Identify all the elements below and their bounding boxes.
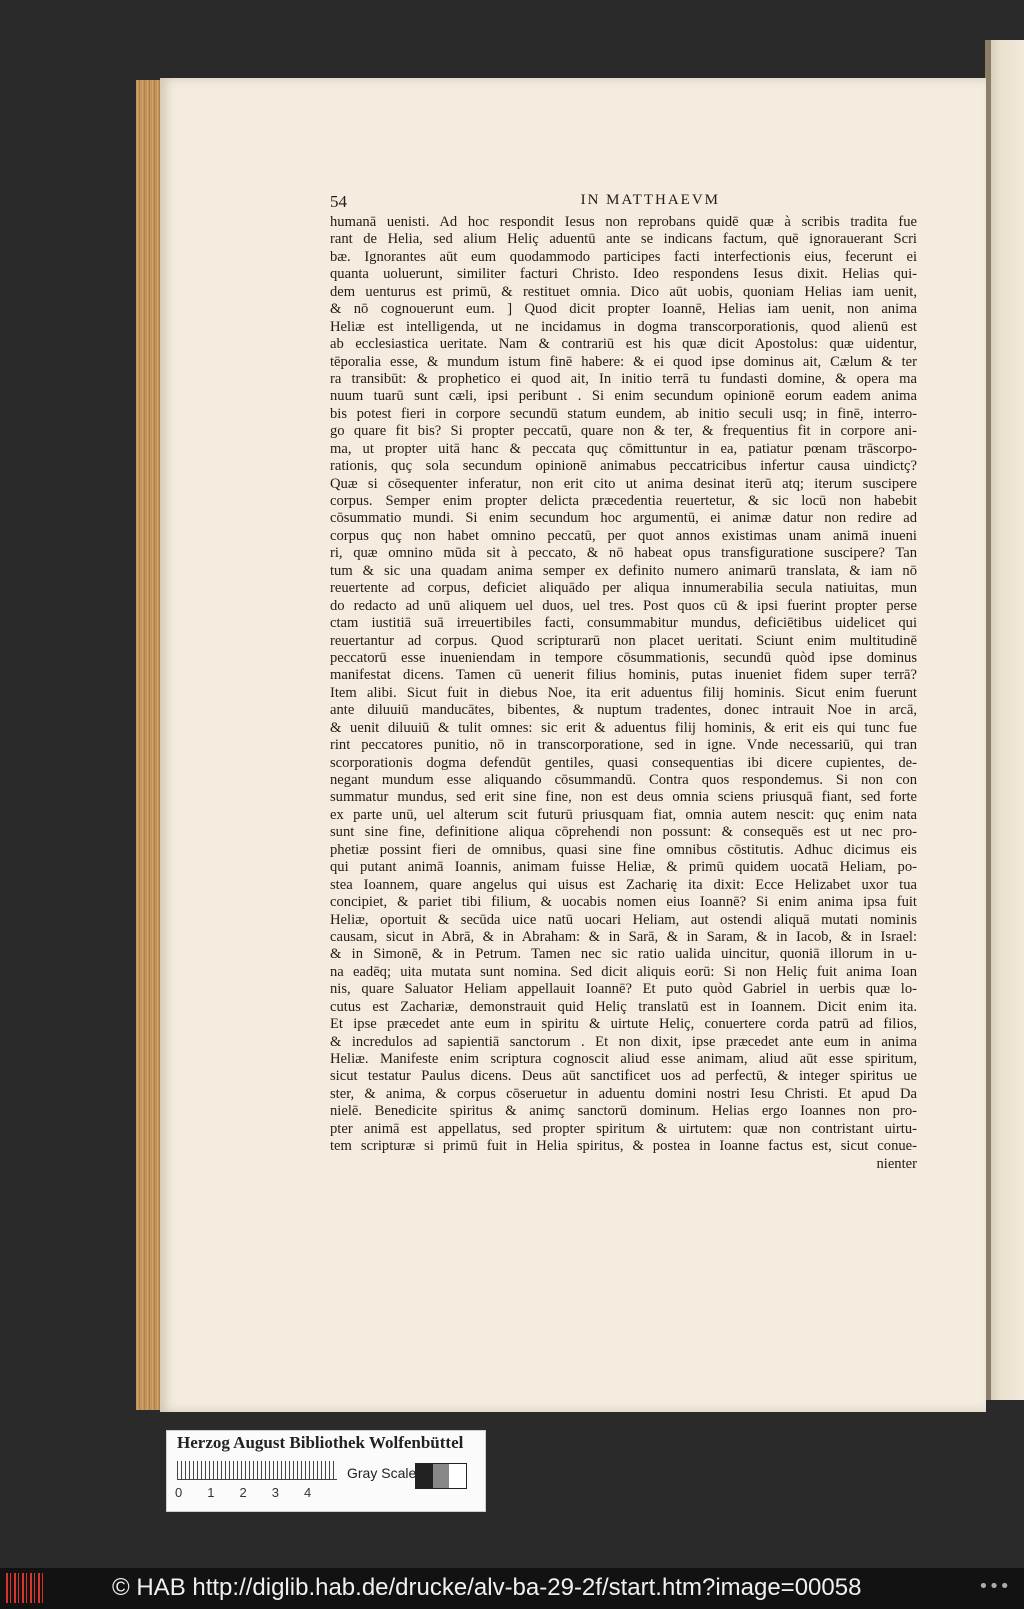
caption-bar: [0, 1568, 1024, 1609]
text-line: bis potest fieri in corpore secundū statum eundem, ab initio seculi usq; in finē, interro-: [330, 405, 917, 422]
text-line: tem scripturæ si primū fuit in Helia spiritus, & postea in Ioanne factus est, sicut conue-: [330, 1138, 917, 1155]
text-line: ster, & anima, & corpus cōseruetur in aduentu domini nostri Iesu Christi. Et apud Da: [330, 1085, 917, 1102]
text-line: sunt sine fine, definitione aliqua cōprehendi non possunt: & consequēs est ut nec pro-: [330, 824, 917, 841]
text-line: rationis, quç sola secundum opinionē animabus peccatricibus infertur causa uindictç?: [330, 458, 917, 475]
text-line: concipiet, & pariet tibi filium, & uocabis nomen eius Ioannē? Si enim anima ipsa fuit: [330, 894, 917, 911]
text-line: & in Simonē, & in Petrum. Tamen nec sic ratio ualida uincitur, quoniā illorum in u-: [330, 946, 917, 963]
text-line: ra transibūt: & prophetico ei quod ait, In initio terrā tu fundasti domine, & opera ma: [330, 370, 917, 387]
ruler-numbers: [175, 1485, 355, 1500]
text-line: Heliæ. Manifeste enim scriptura cognoscit aliud esse animam, aliud aūt esse spiritum,: [330, 1051, 917, 1067]
text-line: cutus est Zachariæ, demonstrauit quid Heliç translatū est in Ioannem. Dicit enim ita.: [330, 998, 917, 1015]
text-line: Heliæ est intelligenda, ut ne incidamus in dogma transcorporationis, quod alienū est: [330, 318, 917, 335]
text-line: stea Ioannem, quare angelus qui uisus est Zacharię ita dixit: Ecce Helizabet uxor tua: [330, 876, 917, 893]
text-line: corpus. Semper enim propter delicta præcedentia reuertetur, & sic locū non habebit: [330, 493, 917, 509]
ruler-number: 2: [239, 1485, 247, 1500]
text-line: & uenit diluuiū & tulit omnes: sic erit & aduentus filij hominis, & erit eis qui tunc fue: [330, 719, 917, 736]
page-number: 54: [330, 192, 347, 211]
body-text: [330, 214, 917, 1173]
text-line: na eadēq; uita mutata sunt nomina. Sed dicit aliquis eorū: Si non Heliç fuit anima Ioan: [330, 963, 917, 980]
text-line: ctam iustitiā suā irreuertibiles facti, consummabitur mundus, deficiētibus uidelicet qui: [330, 615, 917, 632]
text-line: ab ecclesiastica ueritate. Nam & contrariū est his quæ dicit Apostolus: quæ uidentur,: [330, 336, 917, 353]
ruler-number: 0: [175, 1485, 183, 1500]
ruler-number: 4: [303, 1485, 312, 1500]
gray-scale-swatches: [415, 1463, 467, 1489]
text-line: corpus quç non habet omnino peccatū, per quot annos existimas unam animā inueni: [330, 527, 917, 544]
caption-link[interactable]: © HAB http://diglib.hab.de/drucke/alv-ba-29-2f/start.htm?image=00058: [112, 1574, 862, 1601]
text-line: negant mundum esse aliquando cōsummandū. Contra quos respondemus. Si non con: [330, 772, 917, 788]
text-line: ri, quæ omnino mūda sit à peccato, & nō habeat opus transfiguratione suscipere? Tan: [330, 545, 917, 562]
hab-logo-icon: [6, 1573, 46, 1603]
text-line: nielē. Benedicite spiritus & animç sanctorū dominum. Helias ergo Ioannes non pro-: [330, 1103, 917, 1120]
color-scale-card: [166, 1430, 486, 1512]
text-line: peccatorū esse inueniendam in tempore cōsummationis, secundū quòd ipse dominus: [330, 649, 917, 666]
text-line: nuum tuarū sunt cæli, ipsi peribunt . Si enim secundum opinionē eorum eadem anima: [330, 388, 917, 405]
running-head: [330, 192, 720, 212]
text-line: qui putant animā Ioannis, animam fuisse Heliæ, & primū quidem uocatā Heliam, po-: [330, 859, 917, 876]
text-line: Et ipse præcedet ante eum in spiritu & uirtute Heliç, conuertere corda patrū ad filios,: [330, 1016, 917, 1033]
text-line: phetiæ possint fieri de omnibus, quasi sine fine omnibus cōstitutis. Adhuc dicimus eis: [330, 841, 917, 858]
text-line: Heliæ, oportuit & secūda uice natū uocari Heliam, aut ostendi aliquā mutati nominis: [330, 911, 917, 928]
more-icon[interactable]: •••: [978, 1576, 1010, 1597]
text-line: reuertantur ad corpus. Quod scripturarū non placet ueritati. Sciunt enim multitudinē: [330, 632, 917, 649]
gray-scale-label: Gray Scale: [347, 1465, 417, 1481]
text-block: [330, 192, 917, 1173]
ruler-number: 3: [271, 1485, 279, 1500]
text-line: nis, quare Saluator Heliam appellauit Ioannē? Et puto quòd Gabriel in uerbis quæ lo-: [330, 981, 917, 998]
text-line: & incredulos ad sapientiā sanctorum . Et non dixit, ipse præcedet ante eum in anima: [330, 1033, 917, 1050]
text-line: & nō cognouerunt eum. ] Quod dicit propter Ioannē, Helias iam uenit, non anima: [330, 301, 917, 318]
text-line: do redacto ad unū aliquem uel duos, uel tres. Post quos cū & ipsi fuerint propter perse: [330, 597, 917, 614]
text-line: pter animā est appellatus, sed propter spiritum & uirtutem: quæ non contristant uirtu-: [330, 1120, 917, 1137]
text-line: rant de Helia, sed alium Heliç aduentū ante se indicans factum, quē ignorauerant Scri: [330, 231, 917, 248]
text-line: scorporationis dogma defendūt gentiles, quasi consequentias ibi dicere cupientes, de-: [330, 754, 917, 771]
text-line: causam, sicut in Abrā, & in Abraham: & in Sarā, & in Saram, & in Iacob, & in Israel:: [330, 928, 917, 945]
text-line: quanta uoluerunt, similiter facturi Christo. Ideo respondens Iesus dixit. Helias qui-: [330, 266, 917, 283]
ruler-number: 1: [207, 1485, 215, 1500]
text-line: bæ. Ignorantes aūt eum quodammodo participes facti interfectionis eius, fecerunt ei: [330, 248, 917, 265]
text-line: reuertente ad corpus, deficiet aliquādo per aliqua innumerabilia secula natiuitas, mun: [330, 580, 917, 597]
text-line: cōsummatio mundi. Si enim secundum hoc argumentū, ei animæ datur non redire ad: [330, 510, 917, 527]
gray-swatch-black: [416, 1464, 433, 1488]
text-line: Quæ si cōsequenter inferatur, non erit cito ut anima desinat iterū atq; iterum suscipere: [330, 475, 917, 492]
text-line: go quare fit bis? Si propter peccatū, quare non & ter, & frequentius fit in corpore ani-: [330, 423, 917, 440]
gray-swatch-mid: [433, 1464, 450, 1488]
text-line: manifestat dicens. Tamen cū uenerit filius hominis, putas inueniet fidem super terrā?: [330, 667, 917, 684]
text-line: ex parte unū, uel alterum scit futurū priusquam fiat, omnia autem nescit: quç enim nata: [330, 806, 917, 823]
running-title: IN MATTHAEVM: [580, 192, 720, 208]
text-line: tēporalia esse, & mundum istum finē habere: & ei quod ipse dominus ait, Cælum & ter: [330, 353, 917, 370]
ruler: [177, 1461, 337, 1480]
text-line: humanā uenisti. Ad hoc respondit Iesus non reprobans quidē quæ à scribis tradita fue: [330, 214, 917, 230]
text-line: nienter: [876, 1155, 917, 1172]
text-line: summatur mundus, sed erit sine fine, non est deus omnia sciens priusquā fiant, sed forte: [330, 789, 917, 806]
text-line: ma, ut propter uitā hanc & peccata quç cōmittuntur in ea, patiatur pœnam trāscorpo-: [330, 440, 917, 457]
text-line: sicut testatur Paulus dicens. Deus aūt sanctificet uos ad perfectū, & integer spiritus ue: [330, 1068, 917, 1085]
text-line: dem uenturus est primū, & restituet omnia. Dico aūt uobis, quoniam Helias iam uenit,: [330, 283, 917, 300]
text-line: Item alibi. Sicut fuit in diebus Noe, ita erit aduentus filij hominis. Sicut enim fuerunt: [330, 684, 917, 701]
text-line: ante diluuiū manducātes, bibentes, & nuptum tradentes, donec intrauit Noe in arcā,: [330, 702, 917, 719]
library-name: Herzog August Bibliothek Wolfenbüttel: [177, 1433, 464, 1452]
gray-swatch-white: [449, 1464, 466, 1488]
text-line: tum & sic una quadam anima semper ex definito numero animarū translata, & iam nō: [330, 562, 917, 579]
text-line: rint peccatores punitio, nō in transcorporatione, sed in igne. Vnde necessariū, qui tran: [330, 737, 917, 754]
